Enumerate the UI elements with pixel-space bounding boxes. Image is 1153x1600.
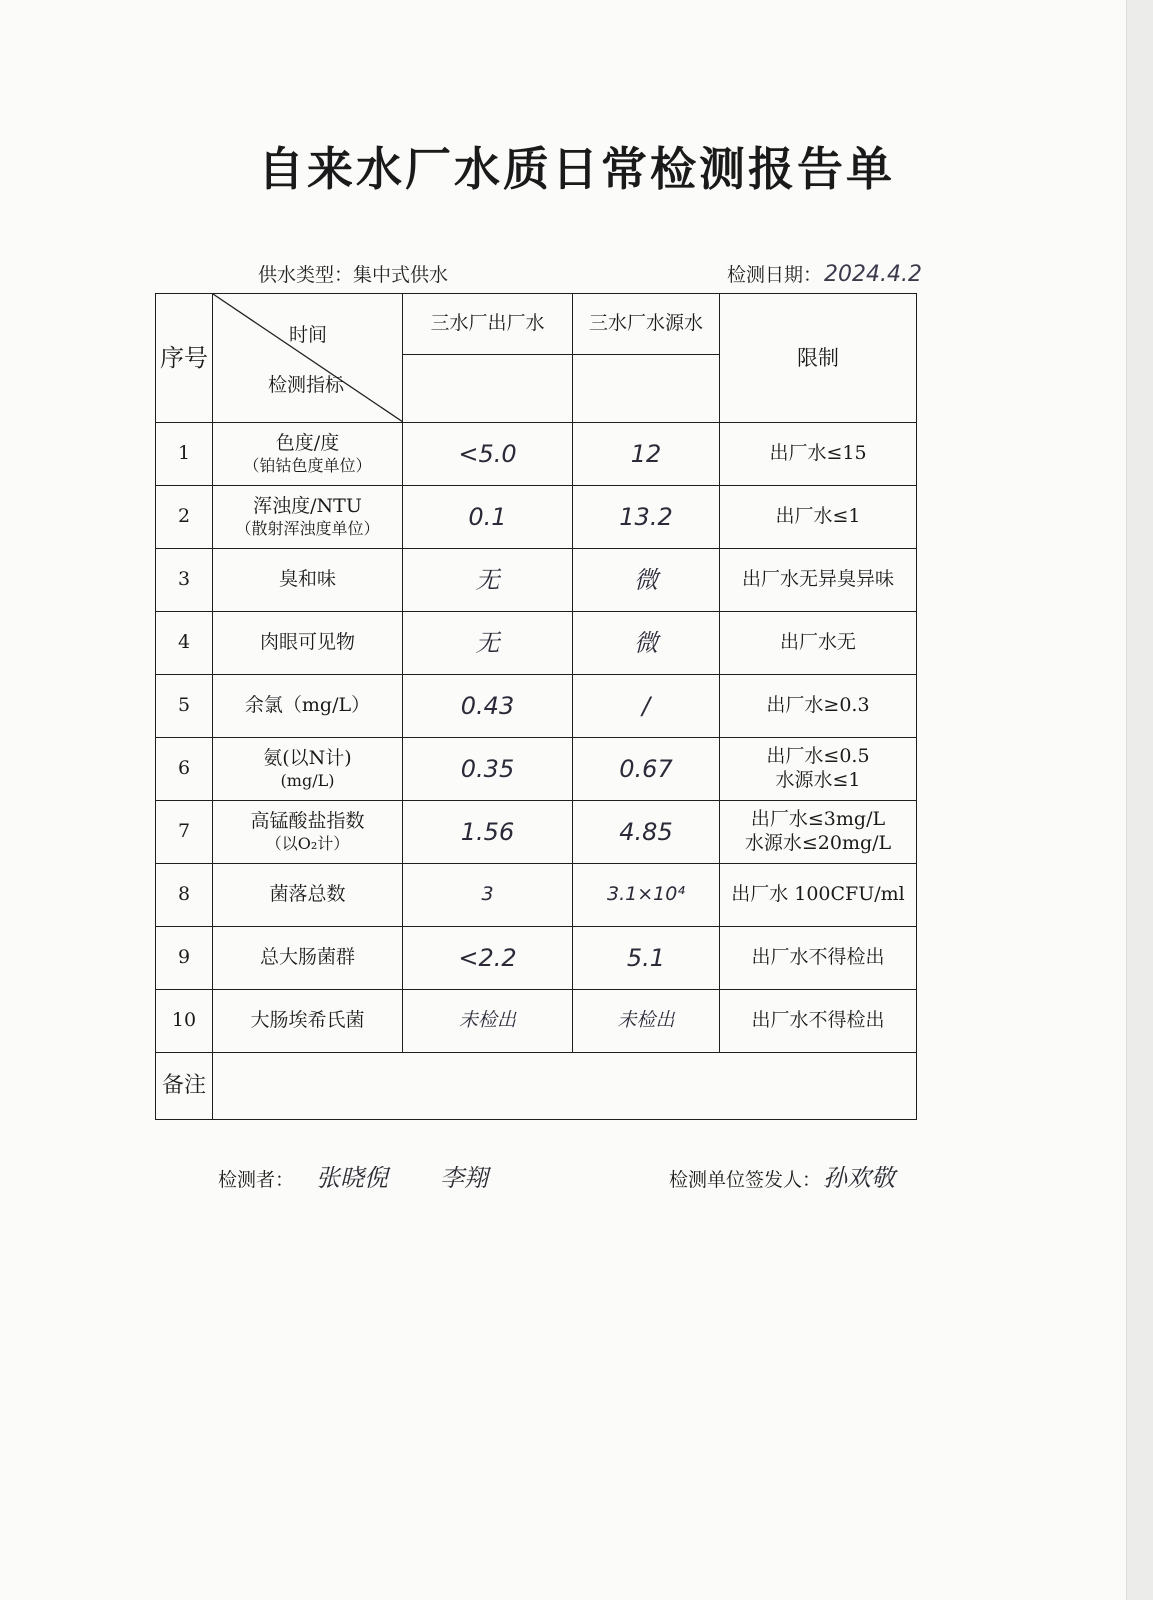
- value-source: 微: [573, 549, 720, 612]
- indicator-name: 氨(以N计): [263, 747, 352, 770]
- value-source: 0.67: [573, 738, 720, 801]
- table-row: [156, 801, 917, 864]
- row-indicator: [213, 990, 403, 1053]
- row-indicator: [213, 864, 403, 927]
- scanner-edge: [1126, 0, 1153, 1600]
- limit-text: 出厂水无: [779, 631, 856, 654]
- indicator-name: 余氯（mg/L）: [244, 694, 371, 717]
- page-title: 自来水厂水质日常检测报告单: [258, 142, 895, 196]
- table-row: [156, 927, 917, 990]
- supply-type-label: 供水类型：: [258, 264, 354, 286]
- value-outlet: <2.2: [403, 927, 573, 990]
- limit-text-source: 水源水≤20mg/L: [744, 832, 892, 854]
- report-table: [155, 293, 917, 1120]
- indicator-name: 臭和味: [278, 568, 336, 591]
- row-number: 4: [156, 612, 213, 675]
- row-indicator: [213, 675, 403, 738]
- limit-text: 出厂水≤15: [769, 442, 867, 465]
- table-row: [156, 864, 917, 927]
- row-limit: [720, 486, 917, 549]
- issuer-signature: 孙欢敬: [823, 1164, 896, 1192]
- test-date: [727, 260, 922, 287]
- diagonal-line: [213, 294, 403, 422]
- row-indicator: [213, 549, 403, 612]
- row-indicator: [213, 486, 403, 549]
- row-number: 3: [156, 549, 213, 612]
- limit-text: 出厂水无异臭异味: [741, 568, 894, 591]
- indicator-name: 菌落总数: [269, 883, 346, 906]
- header-col2-blank: [573, 355, 720, 423]
- value-source: 微: [573, 612, 720, 675]
- indicator-unit: （铂钴色度单位）: [243, 455, 372, 475]
- row-limit: [720, 612, 917, 675]
- indicator-name: 浑浊度/NTU: [253, 495, 362, 518]
- header-limit: 限制: [720, 294, 917, 423]
- row-indicator: [213, 927, 403, 990]
- table-row: [156, 990, 917, 1053]
- supply-type: [258, 260, 448, 287]
- limit-text: 出厂水不得检出: [751, 946, 885, 969]
- supply-type-value: 集中式供水: [353, 264, 449, 286]
- value-outlet: 无: [403, 549, 573, 612]
- value-outlet: 0.1: [403, 486, 573, 549]
- row-limit: [720, 423, 917, 486]
- row-number: 6: [156, 738, 213, 801]
- row-indicator: [213, 612, 403, 675]
- indicator-unit: （散射浑浊度单位）: [235, 518, 380, 538]
- row-limit: [720, 927, 917, 990]
- row-indicator: [213, 801, 403, 864]
- header-seq: 序号: [156, 294, 213, 423]
- value-outlet: <5.0: [403, 423, 573, 486]
- row-number: 9: [156, 927, 213, 990]
- test-date-value: 2024.4.2: [824, 262, 922, 287]
- tester-signature-1: 张晓倪: [316, 1164, 389, 1192]
- table-row: [156, 612, 917, 675]
- row-indicator: [213, 423, 403, 486]
- limit-text: 出厂水 100CFU/ml: [731, 883, 905, 906]
- indicator-unit: (mg/L): [280, 770, 335, 790]
- value-outlet: 0.35: [403, 738, 573, 801]
- row-limit: [720, 675, 917, 738]
- header-col1: 三水厂出厂水: [403, 294, 573, 355]
- value-source: 13.2: [573, 486, 720, 549]
- limit-text: 出厂水≤3mg/L: [750, 808, 886, 831]
- limit-text: 出厂水不得检出: [751, 1009, 885, 1032]
- limit-text: 出厂水≤0.5: [766, 745, 870, 768]
- limit-text-source: 水源水≤1: [775, 769, 861, 791]
- indicator-name: 高锰酸盐指数: [250, 810, 365, 833]
- tester-signature-2: 李翔: [440, 1164, 489, 1192]
- row-number: 5: [156, 675, 213, 738]
- tester-line: [218, 1158, 488, 1193]
- header-diagonal: [213, 294, 403, 423]
- row-limit: [720, 990, 917, 1053]
- remarks-content: [213, 1053, 917, 1120]
- header-time: 时间: [289, 324, 328, 346]
- indicator-name: 色度/度: [275, 432, 340, 455]
- header-col2: 三水厂水源水: [573, 294, 720, 355]
- value-source: 4.85: [573, 801, 720, 864]
- row-limit: [720, 864, 917, 927]
- header-col1-blank: [403, 355, 573, 423]
- indicator-unit: （以O₂计）: [265, 833, 350, 853]
- row-indicator: [213, 738, 403, 801]
- row-limit: [720, 738, 917, 801]
- value-source: 未检出: [573, 990, 720, 1053]
- row-number: 2: [156, 486, 213, 549]
- row-number: 8: [156, 864, 213, 927]
- tester-label: 检测者：: [218, 1169, 295, 1191]
- header-indicator: 检测指标: [268, 374, 345, 396]
- limit-text: 出厂水≤1: [775, 505, 861, 528]
- value-outlet: 0.43: [403, 675, 573, 738]
- table-row: [156, 423, 917, 486]
- table-row: [156, 675, 917, 738]
- limit-text: 出厂水≥0.3: [766, 694, 870, 717]
- indicator-name: 总大肠菌群: [259, 946, 355, 969]
- value-outlet: 3: [403, 864, 573, 927]
- indicator-name: 大肠埃希氏菌: [250, 1009, 365, 1032]
- indicator-name: 肉眼可见物: [259, 631, 355, 654]
- value-source: 5.1: [573, 927, 720, 990]
- issuer-line: [669, 1158, 895, 1193]
- row-number: 1: [156, 423, 213, 486]
- table-row: [156, 738, 917, 801]
- table-row: [156, 549, 917, 612]
- table-row: [156, 486, 917, 549]
- test-date-label: 检测日期：: [727, 264, 823, 286]
- value-source: 3.1×10⁴: [573, 864, 720, 927]
- row-number: 10: [156, 990, 213, 1053]
- value-outlet: 1.56: [403, 801, 573, 864]
- value-outlet: 未检出: [403, 990, 573, 1053]
- row-limit: [720, 801, 917, 864]
- row-limit: [720, 549, 917, 612]
- remarks-label: 备注: [156, 1053, 213, 1120]
- value-source: /: [573, 675, 720, 738]
- value-outlet: 无: [403, 612, 573, 675]
- row-number: 7: [156, 801, 213, 864]
- issuer-label: 检测单位签发人：: [669, 1169, 822, 1191]
- value-source: 12: [573, 423, 720, 486]
